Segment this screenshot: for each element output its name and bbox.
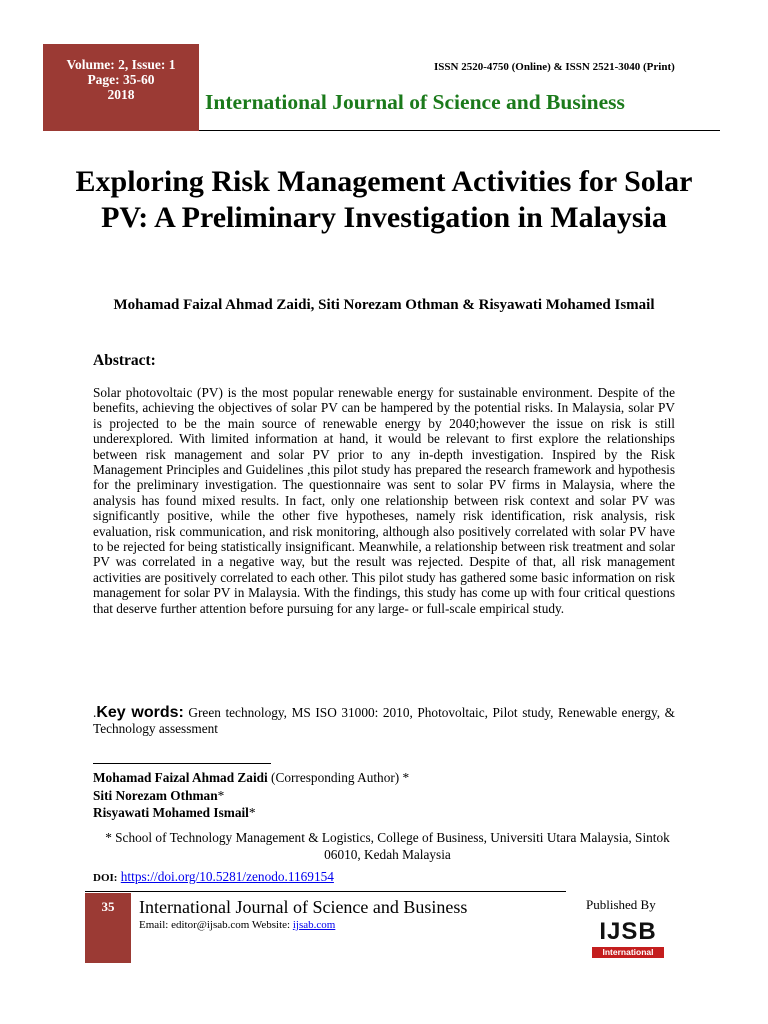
footer-contact: [139, 919, 335, 931]
ijsb-logo: [592, 918, 664, 960]
keywords-prefix: .: [93, 705, 97, 720]
logo-text: IJSB: [599, 918, 657, 945]
header-divider: [199, 130, 720, 131]
keywords-label: Key words:: [96, 704, 184, 721]
volume-issue: Volume: 2, Issue: 1: [66, 57, 176, 72]
footnote-divider: [93, 763, 271, 764]
issn-line: ISSN 2520-4750 (Online) & ISSN 2521-3040 (Print): [434, 61, 675, 73]
doi-label: DOI:: [93, 872, 118, 884]
volume-info-box: [43, 44, 199, 131]
page-number: 35: [101, 899, 115, 914]
footer-journal-title: International Journal of Science and Business: [139, 897, 468, 917]
abstract-heading: Abstract:: [93, 352, 156, 369]
keywords-block: [93, 705, 675, 737]
correspondence-block: [93, 769, 409, 822]
journal-title-header: International Journal of Science and Business: [205, 90, 625, 114]
paper-authors: Mohamad Faizal Ahmad Zaidi, Siti Norezam Othman & Risyawati Mohamed Ismail: [113, 297, 655, 313]
author1-note: (Corresponding Author) *: [267, 770, 410, 785]
author1-name: Mohamad Faizal Ahmad Zaidi: [93, 770, 268, 785]
published-by-label: Published By: [586, 897, 656, 912]
author3-note: *: [248, 805, 256, 820]
author2-note: *: [217, 787, 225, 803]
paper-title: Exploring Risk Management Activities for Solar PV: A Preliminary Investigation in Malaysia: [75, 165, 693, 234]
website-link[interactable]: ijsab.com: [292, 919, 336, 931]
logo-subtext: International: [592, 947, 664, 958]
page-number-box: [85, 893, 131, 963]
footer-email: Email: editor@ijsab.com Website:: [139, 919, 293, 931]
doi-line: [93, 869, 334, 885]
author3-name: Risyawati Mohamed Ismail: [93, 805, 249, 820]
affiliation: * School of Technology Management & Logistics, College of Business, Universiti Utara Malaysia, Sintok 06010, Kedah Malaysia: [105, 830, 670, 862]
page-range: Page: 35-60: [87, 72, 155, 87]
abstract-text: Solar photovoltaic (PV) is the most popular renewable energy for sustainable environment. Despite of the benefits, achieving the objectives of solar PV can be hampered by the potential risks. In Malaysia, solar PV is projected to be the main source of renewable energy by 2040;however the issue on risk is still underexplored. With limited information at hand, it would be relevant to first explore the relationships between risk management and solar PV prior to any in-depth investigation. Inspired by the Risk Management Principles and Guidelines ,this pilot study has prepared the research framework and hypothesis for the preliminary investigation. The questionnaire was sent to solar PV firms in Malaysia, where the analysis has found mixed results. In fact, only one relationship between risk context and solar PV was significantly positive, while the other five hypotheses, namely risk identification, risk analysis, risk evaluation, risk communication, and risk monitoring, although also positively correlated with solar PV have to be rejected for being statistically insignificant. Meanwhile, a relationship between risk treatment and solar PV was correlated in a negative way, but the result was rejected. Despite of that, all risk management activities are positively correlated to each other. This pilot study has gathered some basic information on risk management for solar PV in Malaysia. With the findings, this study has come up with four critical questions that deserve further attention before pursuing for any large- or full-scale empirical study.: [93, 385, 675, 616]
doi-link[interactable]: https://doi.org/10.5281/zenodo.1169154: [120, 869, 334, 884]
author2-name: Siti Norezam Othman: [93, 787, 218, 803]
publication-year: 2018: [107, 87, 135, 102]
footer-divider: [85, 891, 566, 892]
keywords-list: Green technology, MS ISO 31000: 2010, Photovoltaic, Pilot study, Renewable energy, & Technology assessment: [93, 705, 675, 736]
